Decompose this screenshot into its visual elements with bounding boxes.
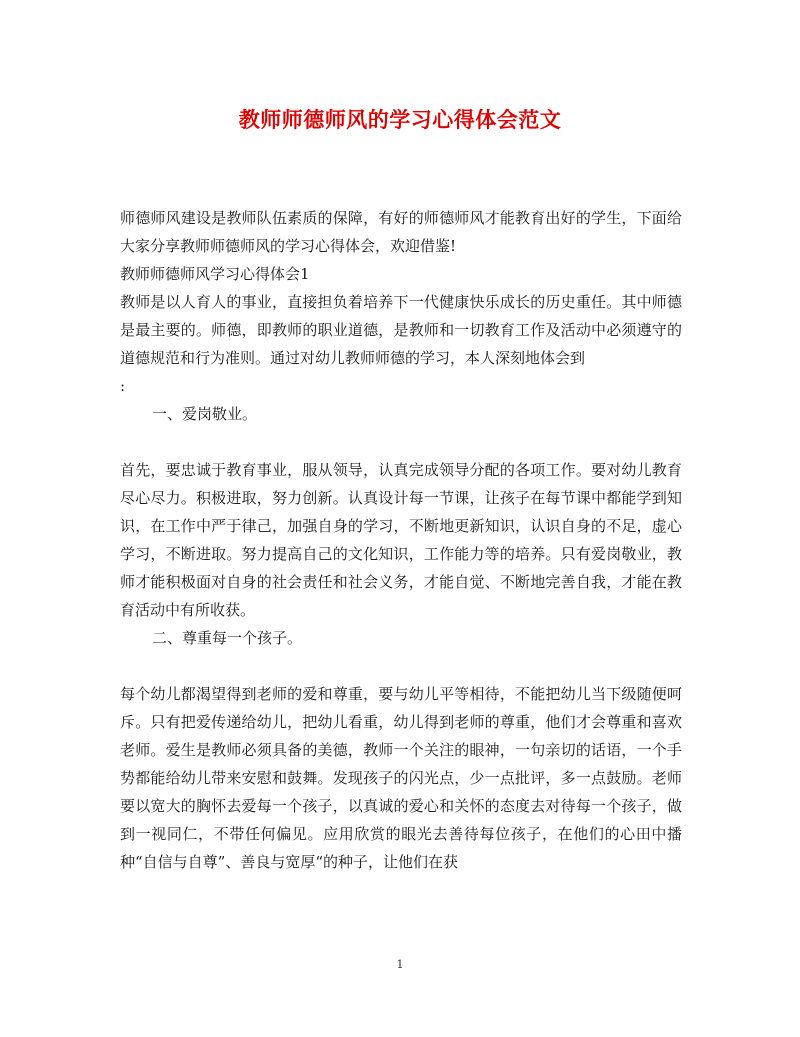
paragraph-3: 每个幼儿都渴望得到老师的爱和尊重，要与幼儿平等相待，不能把幼儿当下级随便呵斥。只有把爱传递给幼儿，把幼儿看重，幼儿得到老师的尊重，他们才会尊重和喜欢老师。爱生是教师必须具备的美德，教师一个关注的眼神，一句亲切的话语，一个手势都能给幼儿带来安慰和鼓舞。发现孩子的闪光点，少一点批评，多一点鼓励。老师要以宽大的胸怀去爱每一个孩子，以真诚的爱心和关怀的态度去对待每一个孩子，做到一视同仁，不带任何偏见。应用欣赏的眼光去善待每位孩子，在他们的心田中播种“自信与自尊”、善良与宽厚“的种子，让他们在获 [120, 685, 682, 871]
section-title: 教师师德师风学习心得体会1 [120, 265, 310, 283]
paragraph-2: 首先，要忠诚于教育事业，服从领导，认真完成领导分配的各项工作。要对幼儿教育尽心尽力。积极进取，努力创新。认真设计每一节课，让孩子在每节课中都能学到知识，在工作中严于律己，加强自身的学习，不断地更新知识，认识自身的不足，虚心学习，不断进取。努力提高自己的文化知识，工作能力等的培养。只有爱岗敬业，教师才能积极面对自身的社会责任和社会义务，才能自觉、不断地完善自我，才能在教育活动中有所收获。 [120, 461, 682, 619]
page-number: 1 [396, 958, 404, 971]
colon-line: : [120, 377, 126, 395]
paragraph-1: 教师是以人育人的事业，直接担负着培养下一代健康快乐成长的历史重任。其中师德是最主要的。师德，即教师的职业道德，是教师和一切教育工作及活动中必须遵守的道德规范和行为准则。通过对幼儿教师师德的学习，本人深刻地体会到 [120, 293, 682, 367]
heading-1: 一、爱岗敬业。 [152, 405, 258, 423]
heading-2: 二、尊重每一个孩子。 [152, 629, 303, 647]
document-body [120, 204, 682, 876]
intro-paragraph: 师德师风建设是教师队伍素质的保障，有好的师德师风才能教育出好的学生，下面给大家分享教师师德师风的学习心得体会，欢迎借鉴! [120, 209, 682, 255]
document-title: 教师师德师风的学习心得体会范文 [238, 107, 562, 132]
